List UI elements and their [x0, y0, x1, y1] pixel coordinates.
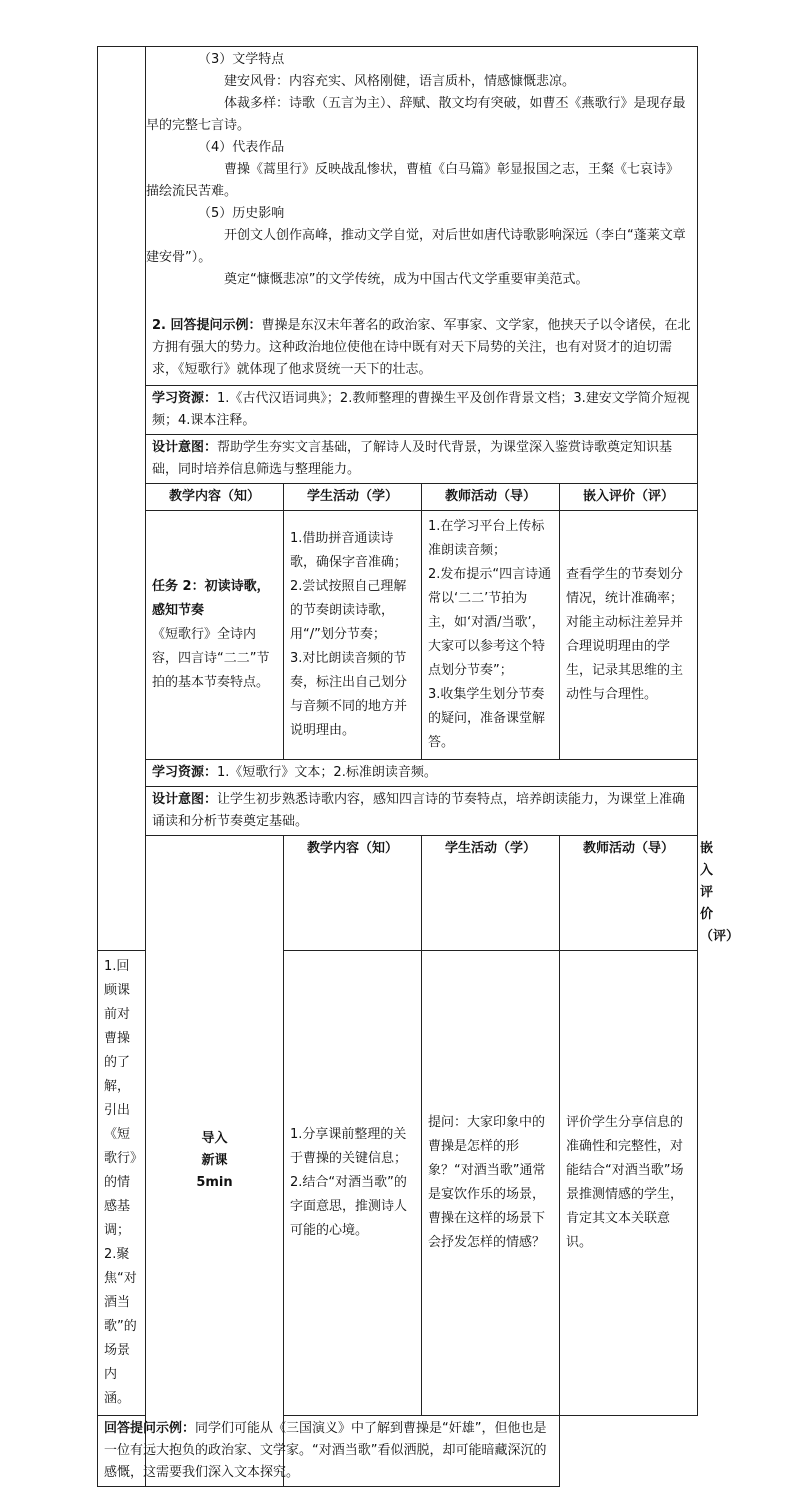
- design2-label: 设计意图：: [152, 792, 218, 807]
- intro-student: [284, 951, 422, 1416]
- task2-teacher-2: 2.发布提示“四言诗通常以‘二二’节拍为主，如‘对酒/当歌’，大家可以参考这个特点划分节奏”；: [428, 567, 552, 678]
- item3-title: （3）文学特点: [198, 52, 285, 67]
- resources2-label: 学习资源：: [152, 765, 218, 780]
- resources-text: 1.《古代汉语词典》；2.教师整理的曹操生平及创作背景文档；3.建安文学简介短视频；4.课本注释。: [152, 391, 690, 428]
- lesson-plan-page: [97, 46, 740, 1487]
- intro-eval: [560, 951, 698, 1416]
- task2-student-2: 2.尝试按照自己理解的节奏朗读诗歌，用“/”划分节奏；: [290, 579, 407, 642]
- task2-student-1: 1.借助拼音通读诗歌，确保字音准确；: [290, 531, 408, 570]
- header-teacher: 教师活动（导）: [422, 484, 560, 511]
- item3-p1: 建安风骨：内容充实、风格刚健，语言质朴，情感慷慨悲凉。: [224, 74, 576, 89]
- lesson-plan-table: （3）文学特点 建安风骨：内容充实、风格刚健，语言质朴，情感慷慨悲凉。 体裁多样：诗歌（五言为主）、辞赋、散文均有突破，如曹丕《燕歌行》是现存最早的完整七言诗。 （4）代表作品 曹操《蒿里行》反映战乱惨状，曹植《白马篇》彰显报国之志，王粲《七哀诗》描绘流民苦难。 （5）历史影响 开创文人创作高峰，推动文学自觉，对后世如唐代诗歌影响深远（李白“蓬莱文章建安骨”）。 奠定“慷慨悲凉”的文学传统，成为中国古代文学重要审美范式。 2. 回答提问示例：曹操是东汉末年著名的政治家、军事家、文学家，他挟天子以令诸侯，在北方拥有强大的势力。这种政治地位使他在诗中既有对天下局势的关注，也有对贤才的迫切需求，《短歌行》就体现了他求贤统一天下的壮志。 学习资源：1.《古代汉语词典》；2.教师整理的曹操生平及创作背景文档；3.建安文学简介短视频；4.课本注释。 设计意图：帮助学生夯实文言基础，了解诗人及时代背景，为课堂深入鉴赏诗歌奠定知识基础，同时培养信息筛选与整理能力。 教学内容（知） 学生活动（学） 教师活动（导） 嵌入评价（评） 任务 2：初读诗歌，感知节奏 《短歌行》全诗内容，四言诗“二二”节拍的基本节奏特点。 1.借助拼音通读诗歌，确保字音准确； 2.尝试按照自己理解的节奏朗读诗歌，用“/”划分节奏； 3.对比朗读音频的节奏，标注出自己划分与音频不同的地方并说明理由。 1.在学习平台上传标准朗读音频； 2.发布提示“四言诗通常以‘二二’节拍为主，如‘对酒/当歌’，大家可以参考这个特点划分节奏”； 3.收集学生划分节奏的疑问，准备课堂解答。 查看学生的节奏划分情况，统计准确率；对能主动标注差异并合理说明理由的学生，记录其思维的主动性与合理性。 学习资源：1.《短歌行》文本；2.标准朗读音频。 设计意图：让学生初步熟悉诗歌内容，感知四言诗的节奏特点，培养朗读能力，为课堂上准确诵读和分析节奏奠定基础。 导入 新课 5min 教学内容（知） 学生活动（学） 教师活动（导） 嵌入评价（评） 1.回顾课前对曹操的了解，引出《短歌行》的情感基调； 2.聚焦“对酒当歌”的场景内涵。 1.分享课前整理的关于曹操的关键信息； 2.结合“对酒当歌”的字面意思，推测诗人可能的心境。 提问：大家印象中的曹操是怎样的形象？“对酒当歌”通常是宴饮作乐的场景，曹操在这样的场景下会抒发怎样的情感？ 评价学生分享信息的准确性和完整性，对能结合“对酒当歌”场景推测情感的学生，肯定其文本关联意识。 回答提问示例：同学们可能从《三国演义》中了解到曹操是“奸雄”，但他也是一位有远大抱负的政治家、文学家。“对酒当歌”看似洒脱，却可能暗藏深沉的感慨，这需要我们深入文本探究。: [97, 46, 698, 1487]
- task2-student: [284, 511, 422, 760]
- intro-answer-text: 同学们可能从《三国演义》中了解到曹操是“奸雄”，但他也是一位有远大抱负的政治家、文学家。“对酒当歌”看似洒脱，却可能暗藏深沉的感慨，这需要我们深入文本探究。: [104, 1421, 547, 1480]
- intro-student-2: 2.结合“对酒当歌”的字面意思，推测诗人可能的心境。: [290, 1175, 408, 1238]
- task2-eval: [560, 511, 698, 760]
- learning-resources-row-2: [146, 760, 698, 787]
- item4-title: （4）代表作品: [198, 140, 285, 155]
- resources-label: 学习资源：: [152, 391, 218, 406]
- header-student: 学生活动（学）: [284, 484, 422, 511]
- item5-p1: 开创文人创作高峰，推动文学自觉，对后世如唐代诗歌影响深远（李白“蓬莱文章建安骨”）。: [146, 228, 686, 265]
- intro-content-1: 1.回顾课前对曹操的了解，引出《短歌行》的情感基调；: [104, 959, 137, 1238]
- task2-eval-text: 查看学生的节奏划分情况，统计准确率；对能主动标注差异并合理说明理由的学生，记录其思维的主动性与合理性。: [566, 567, 684, 702]
- intro-teacher: [422, 951, 560, 1416]
- intro-content: [98, 951, 146, 1416]
- stage-line-3: 5min: [196, 1175, 233, 1190]
- item4-p1: 曹操《蒿里行》反映战乱惨状，曹植《白马篇》彰显报国之志，王粲《七哀诗》描绘流民苦难。: [146, 162, 680, 199]
- task2-desc: 《短歌行》全诗内容，四言诗“二二”节拍的基本节奏特点。: [152, 627, 270, 690]
- intro-student-1: 1.分享课前整理的关于曹操的关键信息；: [290, 1127, 408, 1166]
- header-teacher-2: 教师活动（导）: [560, 836, 698, 951]
- item5-p2: 奠定“慷慨悲凉”的文学传统，成为中国古代文学重要审美范式。: [224, 272, 589, 287]
- stage-line-2: 新课: [201, 1153, 228, 1168]
- design2-text: 让学生初步熟悉诗歌内容，感知四言诗的节奏特点，培养朗读能力，为课堂上准确诵读和分析节奏奠定基础。: [152, 792, 686, 829]
- task2-teacher-3: 3.收集学生划分节奏的疑问，准备课堂解答。: [428, 687, 546, 750]
- learning-resources-row: [146, 386, 698, 435]
- design-intent-row: [146, 435, 698, 484]
- header-student-2: 学生活动（学）: [422, 836, 560, 951]
- task2-teacher: [422, 511, 560, 760]
- literary-notes-cell: [146, 47, 698, 386]
- item3-p2: 体裁多样：诗歌（五言为主）、辞赋、散文均有突破，如曹丕《燕歌行》是现存最早的完整七言诗。: [146, 96, 686, 133]
- answer-example: [152, 315, 691, 381]
- header-content-2: 教学内容（知）: [284, 836, 422, 951]
- item5-title: （5）历史影响: [198, 206, 285, 221]
- resources2-text: 1.《短歌行》文本；2.标准朗读音频。: [217, 765, 437, 780]
- intro-content-2: 2.聚焦“对酒当歌”的场景内涵。: [104, 1247, 137, 1406]
- intro-teacher-text: 提问：大家印象中的曹操是怎样的形象？“对酒当歌”通常是宴饮作乐的场景，曹操在这样的场景下会抒发怎样的情感？: [428, 1115, 546, 1250]
- stage-intro: [146, 836, 284, 1487]
- stage-line-1: 导入: [201, 1131, 228, 1146]
- task2-title: 任务 2：初读诗歌，感知节奏: [152, 579, 270, 618]
- header-eval: 嵌入评价（评）: [560, 484, 698, 511]
- design-intent-row-2: [146, 787, 698, 836]
- task2-teacher-1: 1.在学习平台上传标准朗读音频；: [428, 519, 545, 558]
- intro-answer-row: [98, 1416, 560, 1487]
- task2-student-3: 3.对比朗读音频的节奏，标注出自己划分与音频不同的地方并说明理由。: [290, 651, 408, 738]
- header-content: 教学内容（知）: [146, 484, 284, 511]
- answer-text: 曹操是东汉末年著名的政治家、军事家、文学家，他挟天子以令诸侯，在北方拥有强大的势力。这种政治地位使他在诗中既有对天下局势的关注，也有对贤才的迫切需求，《短歌行》就体现了他求贤统一天下的壮志。: [152, 318, 691, 377]
- design-text: 帮助学生夯实文言基础，了解诗人及时代背景，为课堂深入鉴赏诗歌奠定知识基础，同时培养信息筛选与整理能力。: [152, 440, 673, 477]
- design-label: 设计意图：: [152, 440, 218, 455]
- stage-cell-empty: [98, 47, 146, 951]
- task2-content: [146, 511, 284, 760]
- answer-label: 2. 回答提问示例：: [152, 318, 262, 333]
- intro-answer-label: 回答提问示例：: [104, 1421, 196, 1436]
- intro-eval-text: 评价学生分享信息的准确性和完整性，对能结合“对酒当歌”场景推测情感的学生，肯定其文本关联意识。: [566, 1115, 684, 1250]
